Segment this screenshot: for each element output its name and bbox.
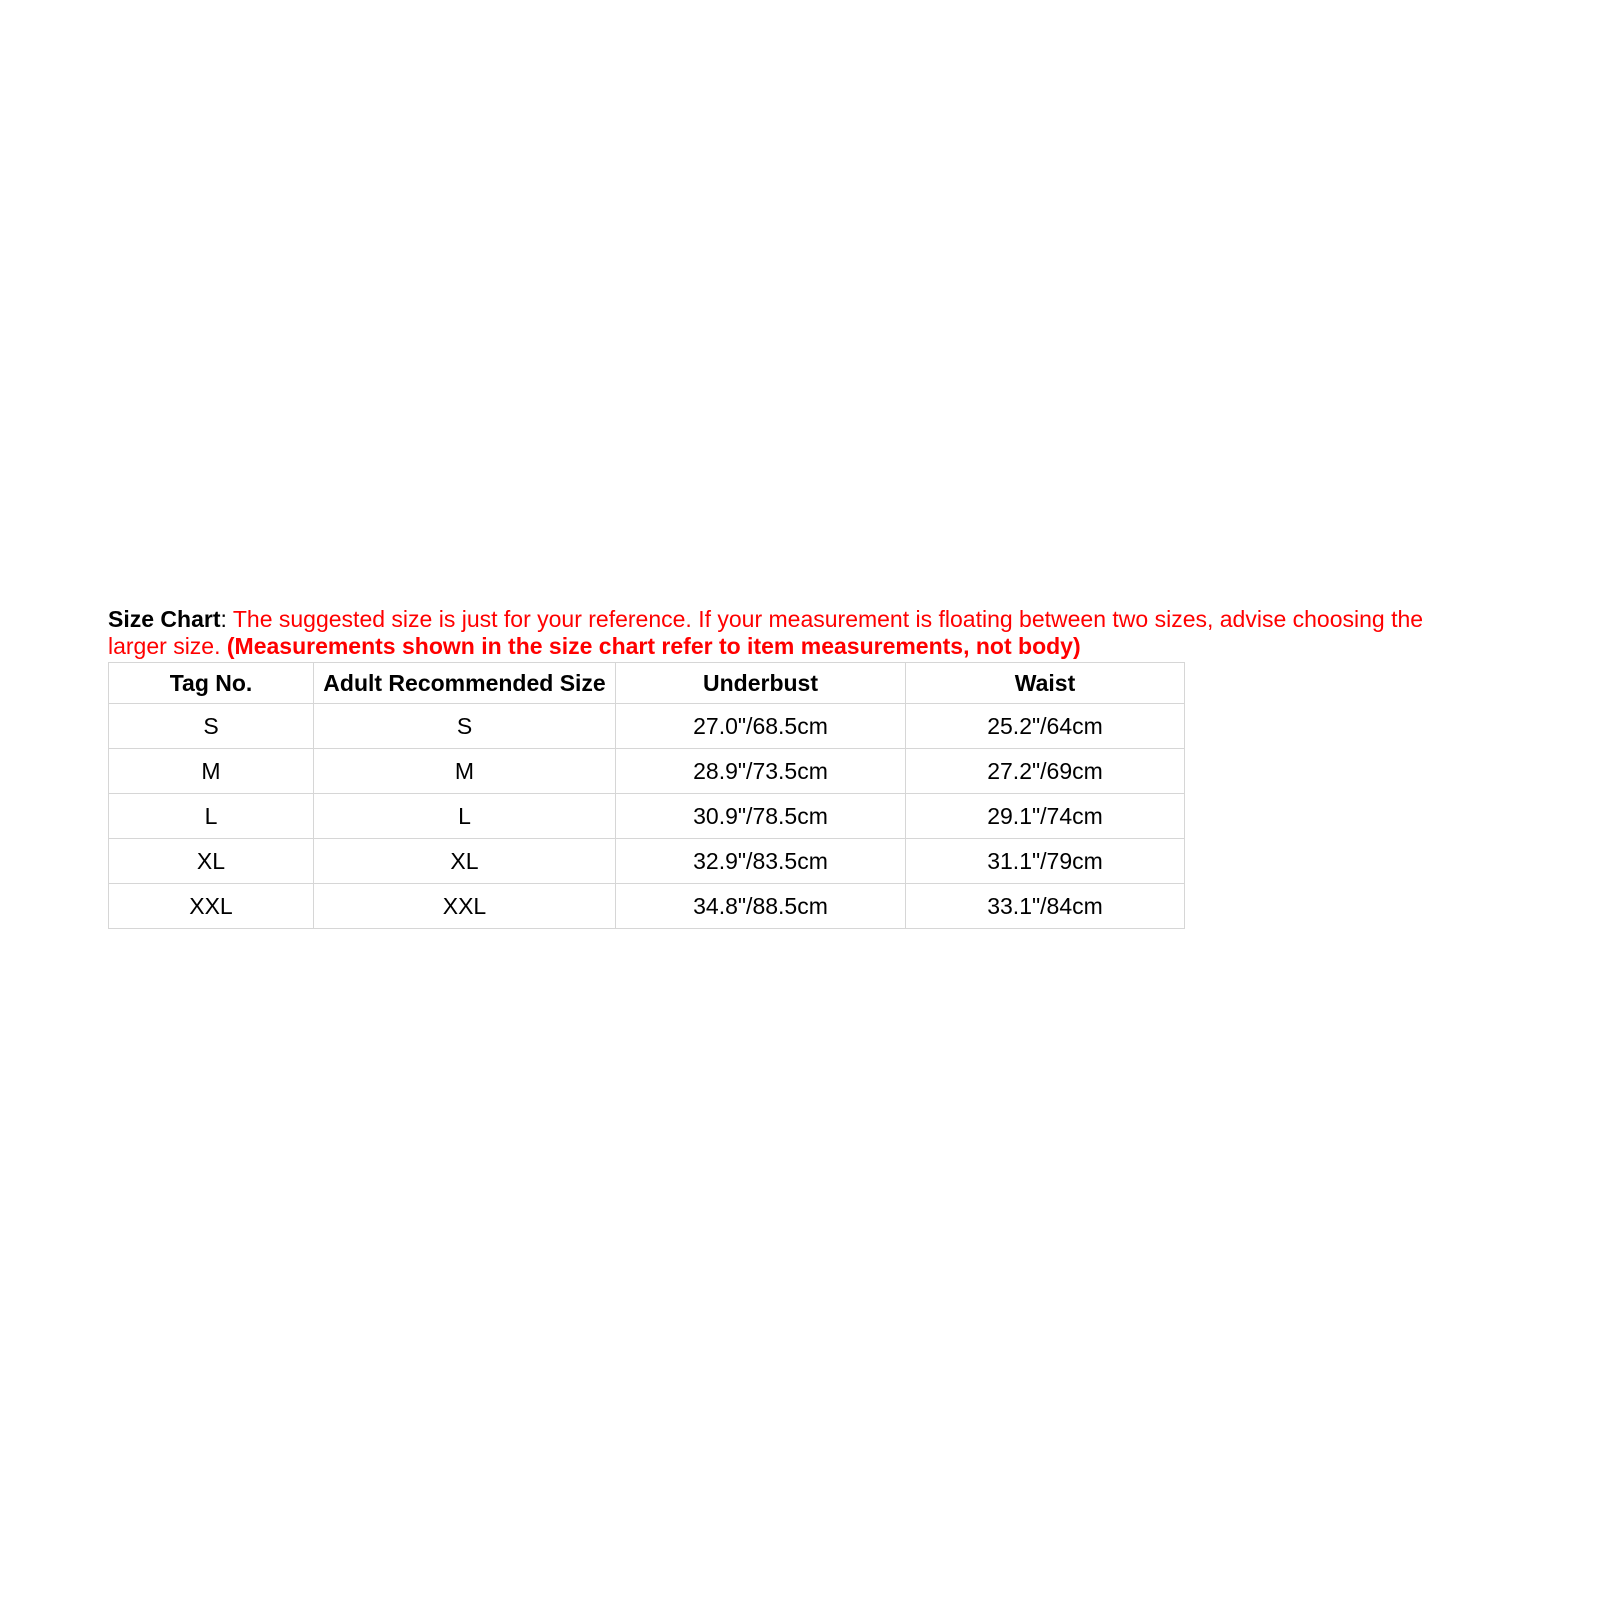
size-chart: [108, 606, 1488, 929]
header-adult-recommended-size: Adult Recommended Size: [314, 663, 616, 704]
cell-underbust: 28.9"/73.5cm: [616, 749, 906, 794]
cell-adult-size: L: [314, 794, 616, 839]
cell-tag-no: L: [109, 794, 314, 839]
size-table: [108, 662, 1185, 929]
size-chart-label: Size Chart: [108, 606, 221, 632]
table-row: [109, 794, 1185, 839]
size-chart-note-bold: (Measurements shown in the size chart refer to item measurements, not body): [226, 633, 1081, 659]
cell-adult-size: S: [314, 704, 616, 749]
cell-waist: 25.2"/64cm: [906, 704, 1185, 749]
cell-waist: 33.1"/84cm: [906, 884, 1185, 929]
cell-tag-no: XL: [109, 839, 314, 884]
size-chart-note: The suggested size is just for your reference. If your measurement is floating between two sizes, advise choosing the larger size.: [108, 606, 1424, 659]
cell-adult-size: M: [314, 749, 616, 794]
cell-adult-size: XL: [314, 839, 616, 884]
cell-waist: 31.1"/79cm: [906, 839, 1185, 884]
table-row: [109, 839, 1185, 884]
header-waist: Waist: [906, 663, 1185, 704]
header-underbust: Underbust: [616, 663, 906, 704]
table-header-row: [109, 663, 1185, 704]
cell-adult-size: XXL: [314, 884, 616, 929]
cell-waist: 27.2"/69cm: [906, 749, 1185, 794]
cell-underbust: 30.9"/78.5cm: [616, 794, 906, 839]
header-tag-no: Tag No.: [109, 663, 314, 704]
cell-underbust: 27.0"/68.5cm: [616, 704, 906, 749]
size-chart-intro: [108, 606, 1488, 660]
table-row: [109, 704, 1185, 749]
cell-tag-no: M: [109, 749, 314, 794]
cell-tag-no: S: [109, 704, 314, 749]
table-row: [109, 749, 1185, 794]
cell-tag-no: XXL: [109, 884, 314, 929]
table-row: [109, 884, 1185, 929]
size-chart-separator: :: [220, 606, 233, 632]
cell-underbust: 34.8"/88.5cm: [616, 884, 906, 929]
cell-underbust: 32.9"/83.5cm: [616, 839, 906, 884]
cell-waist: 29.1"/74cm: [906, 794, 1185, 839]
